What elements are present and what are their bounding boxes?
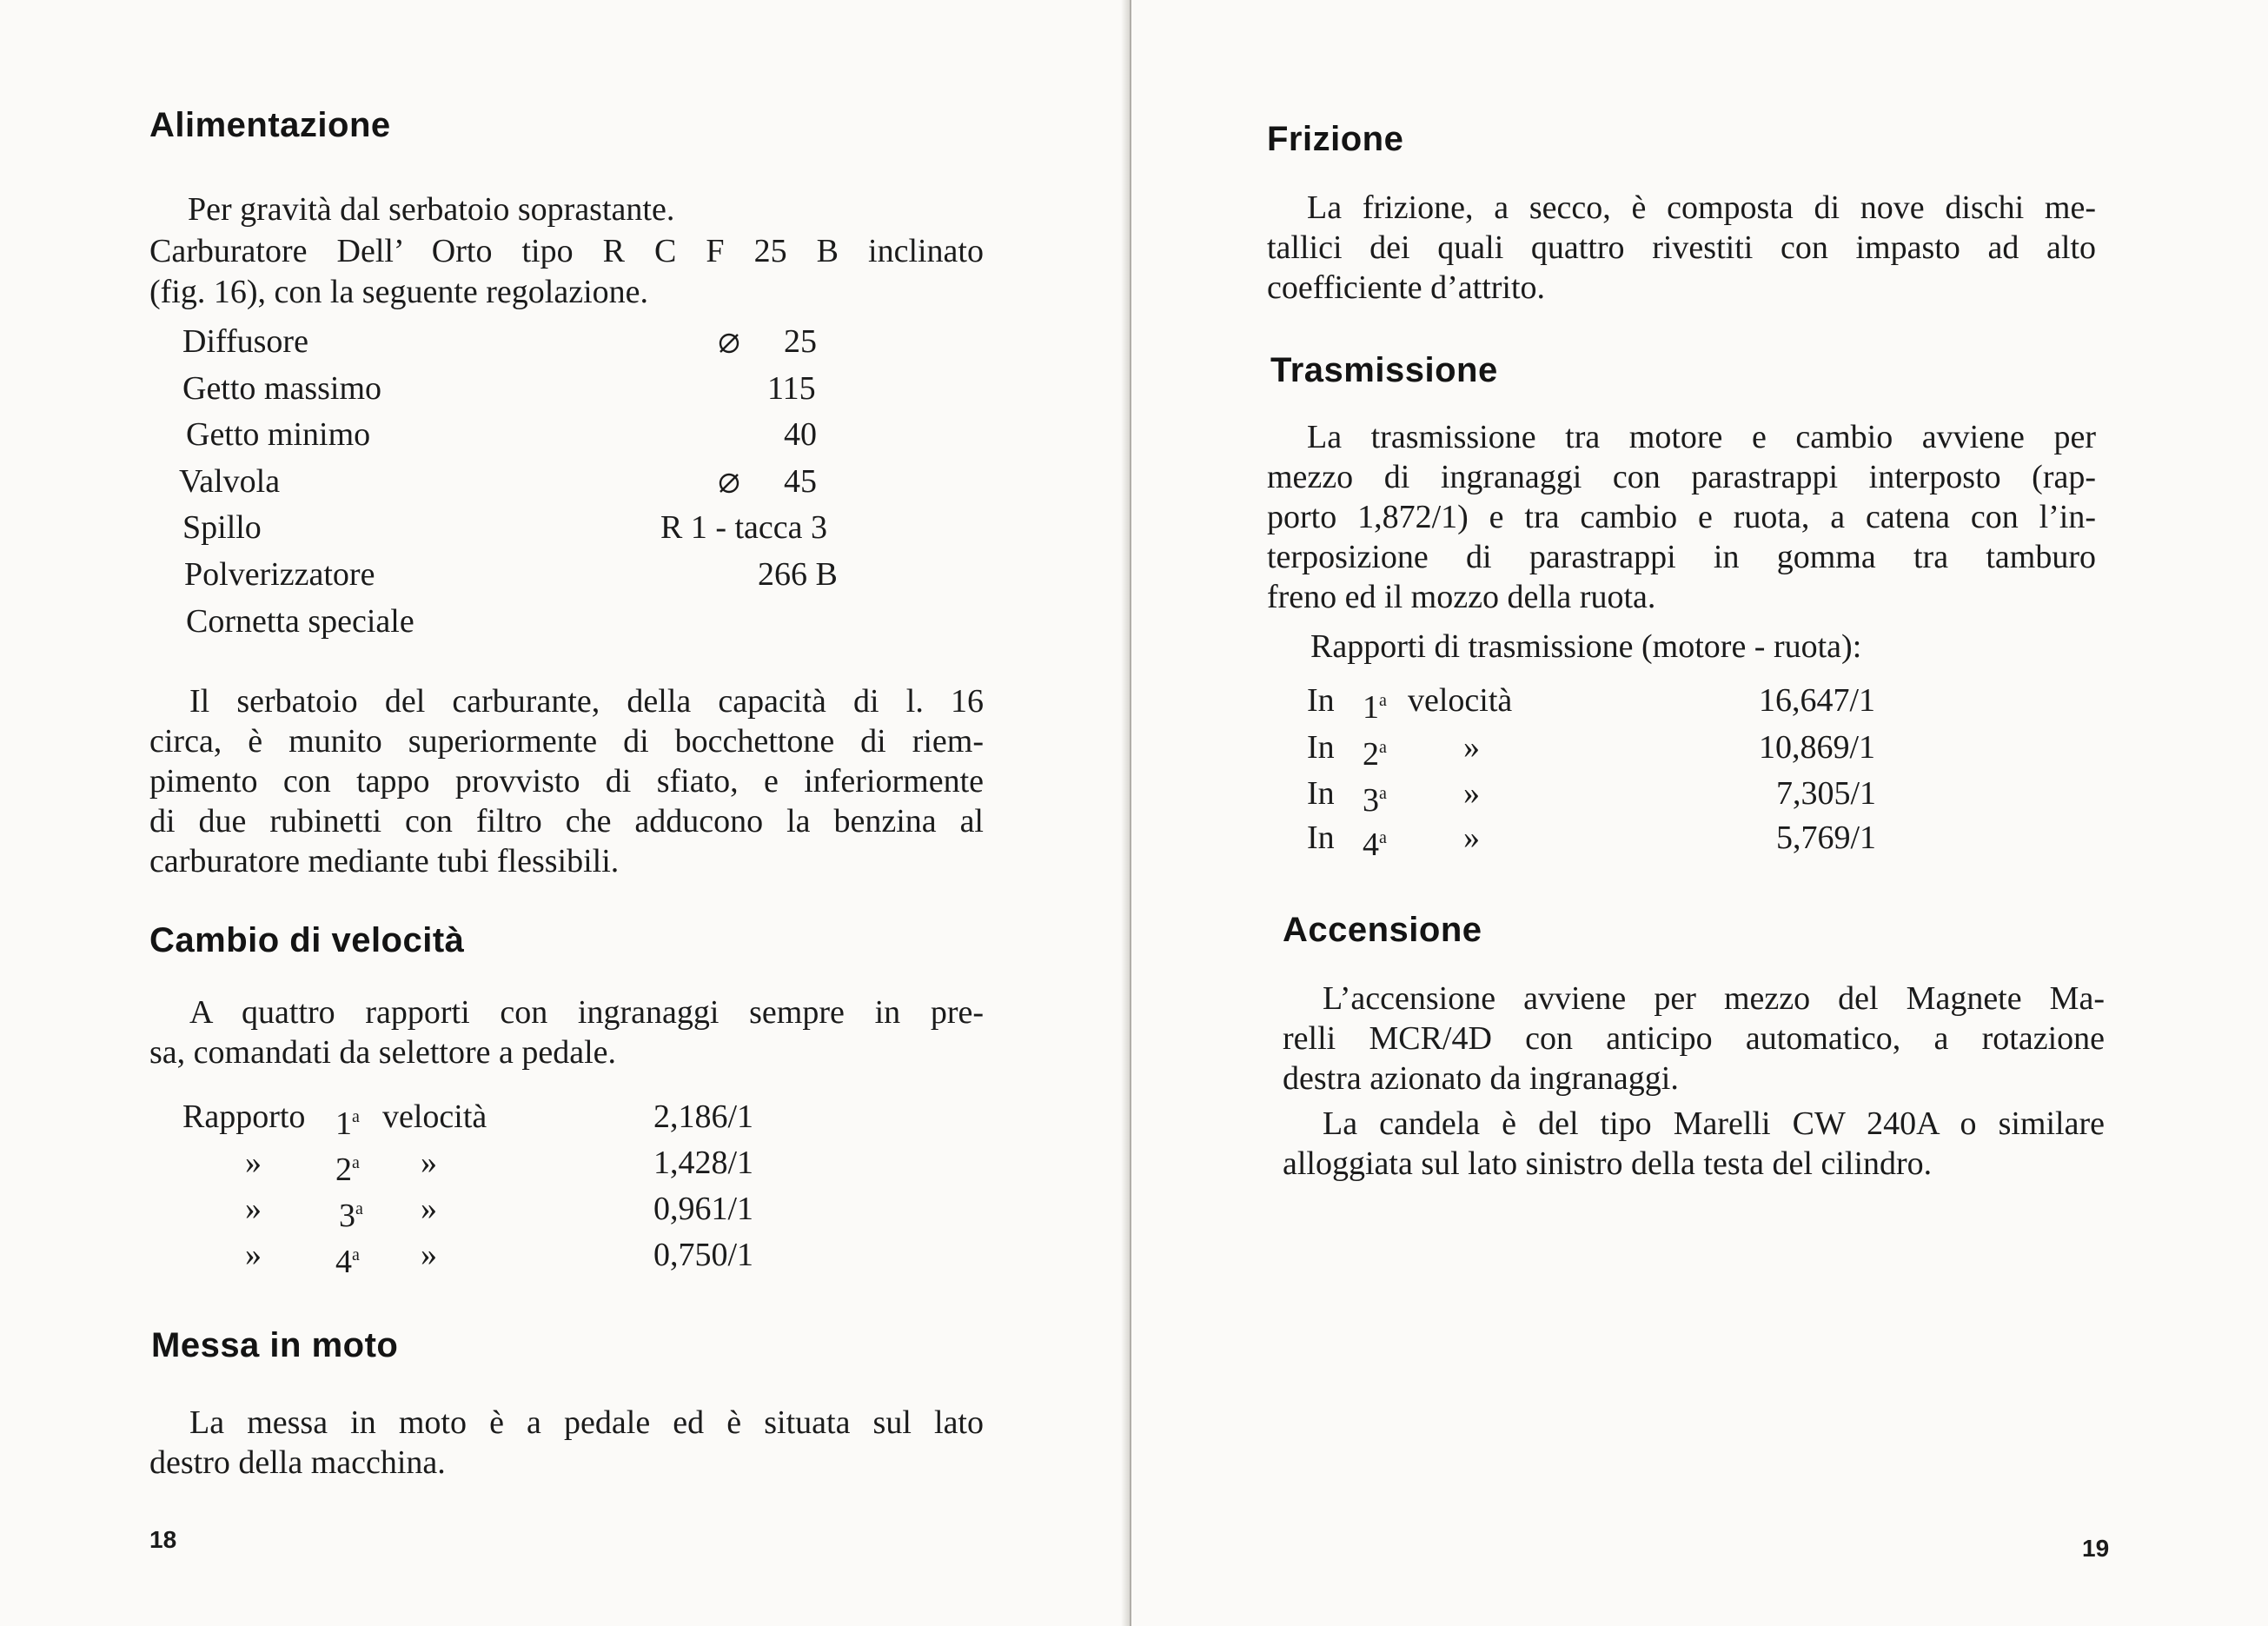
setting-value: 266 B [758,556,838,593]
text-line: porto 1,872/1) e tra cambio e ruota, a catena con l’in- [1267,499,2096,535]
setting-value: 115 [767,370,816,407]
section-heading-trasmissione: Trasmissione [1270,351,1498,389]
paragraph-messa [149,1403,984,1483]
section-heading-frizione: Frizione [1267,120,1404,158]
diameter-symbol-icon [718,461,740,501]
ratio-value: 7,305/1 [1776,775,1877,812]
section-heading-alimentazione: Alimentazione [149,106,391,144]
paragraph-frizione [1267,188,2096,308]
ditto-mark: » [421,1237,437,1273]
in-label: In [1307,820,1335,856]
gear-number: 4$^a$ [1363,826,1387,863]
gear-number: 4$^a$ [335,1244,360,1280]
text-line: La frizione, a secco, è composta di nove dischi me- [1307,189,2096,226]
ratio-value: 5,769/1 [1776,820,1877,856]
text-line: tallici dei quali quattro rivestiti con impasto ad alto [1267,229,2096,266]
gear-number: 1$^a$ [1363,689,1387,726]
text-line: relli MCR/4D con anticipo automatico, a rotazione [1283,1020,2105,1057]
paragraph-accensione [1283,979,2105,1098]
speed-word: velocità [1408,682,1513,719]
text-line: carburatore mediante tubi flessibili. [149,843,620,879]
text-line: L’accensione avviene per mezzo del Magnete Ma- [1323,980,2105,1017]
text-line: La trasmissione tra motore e cambio avviene per [1307,419,2096,455]
ditto-mark: » [245,1237,262,1273]
text-line: Per gravità dal serbatoio soprastante. [188,191,675,228]
text-line: A quattro rapporti con ingranaggi sempre in pre- [189,994,984,1031]
section-heading-accensione: Accensione [1283,911,1482,949]
text-line: pimento con tappo provvisto di sfiato, e inferiormente [149,763,984,800]
ratio-suffix: velocità [382,1098,487,1135]
in-label: In [1307,775,1335,812]
page-number-left: 18 [149,1526,177,1553]
setting-value: 25 [784,323,817,360]
ditto-mark: » [245,1191,262,1227]
paragraph-trasmissione [1267,417,2096,617]
in-label: In [1307,682,1335,719]
text-line: coefficiente d’attrito. [1267,269,1546,306]
text-line: di due rubinetti con filtro che adducono la benzina al [149,803,984,840]
setting-label: Getto massimo [182,370,382,407]
setting-label: Getto minimo [186,416,371,453]
ditto-mark: » [245,1145,262,1181]
section-heading-messa: Messa in moto [151,1326,399,1364]
page-number-right: 19 [2082,1535,2110,1562]
ratio-value: 10,869/1 [1759,729,1876,766]
in-label: In [1307,729,1335,766]
setting-value: R 1 - tacca 3 [660,509,828,546]
paragraph-serbatoio [149,681,984,881]
ratio-value: 0,750/1 [653,1237,754,1273]
setting-label: Spillo [182,509,262,546]
setting-value: 45 [784,463,817,500]
text-line: destro della macchina. [149,1444,446,1481]
paragraph-cambio [149,992,984,1072]
diameter-symbol-icon [718,322,740,362]
ratio-value: 2,186/1 [653,1098,754,1135]
gear-number: 2$^a$ [1363,736,1387,773]
text-line: alloggiata sul lato sinistro della testa del cilindro. [1283,1145,1933,1182]
text-line: Il serbatoio del carburante, della capacità di l. 16 [189,683,984,720]
text-line: La candela è del tipo Marelli CW 240A o similare [1323,1105,2105,1142]
right-page [1131,0,2268,1626]
text-line: terposizione di parastrappi in gomma tra tamburo [1267,539,2096,575]
gear-number: 3$^a$ [1363,782,1387,819]
paragraph-candela [1283,1104,2105,1184]
text-line: (fig. 16), con la seguente regolazione. [149,274,648,310]
ratio-value: 1,428/1 [653,1145,754,1181]
ditto-mark: » [421,1145,437,1181]
setting-value: 40 [784,416,817,453]
gear-number: 2$^a$ [335,1151,360,1188]
text-line: freno ed il mozzo della ruota. [1267,579,1656,615]
setting-label: Diffusore [182,323,308,360]
rapporti-title: Rapporti di trasmissione (motore - ruota): [1310,628,1862,665]
text-line: circa, è munito superiormente di bocchettone di riem- [149,723,984,760]
gear-number: 3$^a$ [339,1198,363,1234]
ditto-mark: » [1463,775,1480,812]
ditto-mark: » [421,1191,437,1227]
setting-label: Polverizzatore [184,556,375,593]
ditto-mark: » [1463,820,1480,856]
ratio-value: 0,961/1 [653,1191,754,1227]
text-line: La messa in moto è a pedale ed è situata sul lato [189,1404,984,1441]
ditto-mark: » [1463,729,1480,766]
text-line: Carburatore Dell’ Orto tipo R C F 25 B inclinato [149,233,984,269]
section-heading-cambio: Cambio di velocità [149,921,465,959]
text-line: destra azionato da ingranaggi. [1283,1060,1679,1097]
gear-number: 1$^a$ [335,1105,360,1142]
ratio-label: Rapporto [182,1098,306,1135]
setting-label: Cornetta speciale [186,603,414,640]
text-line: mezzo di ingranaggi con parastrappi interposto (rap- [1267,459,2096,495]
setting-label: Valvola [179,463,281,500]
text-line: sa, comandati da selettore a pedale. [149,1034,617,1071]
ratio-value: 16,647/1 [1759,682,1876,719]
left-page [0,0,1128,1626]
